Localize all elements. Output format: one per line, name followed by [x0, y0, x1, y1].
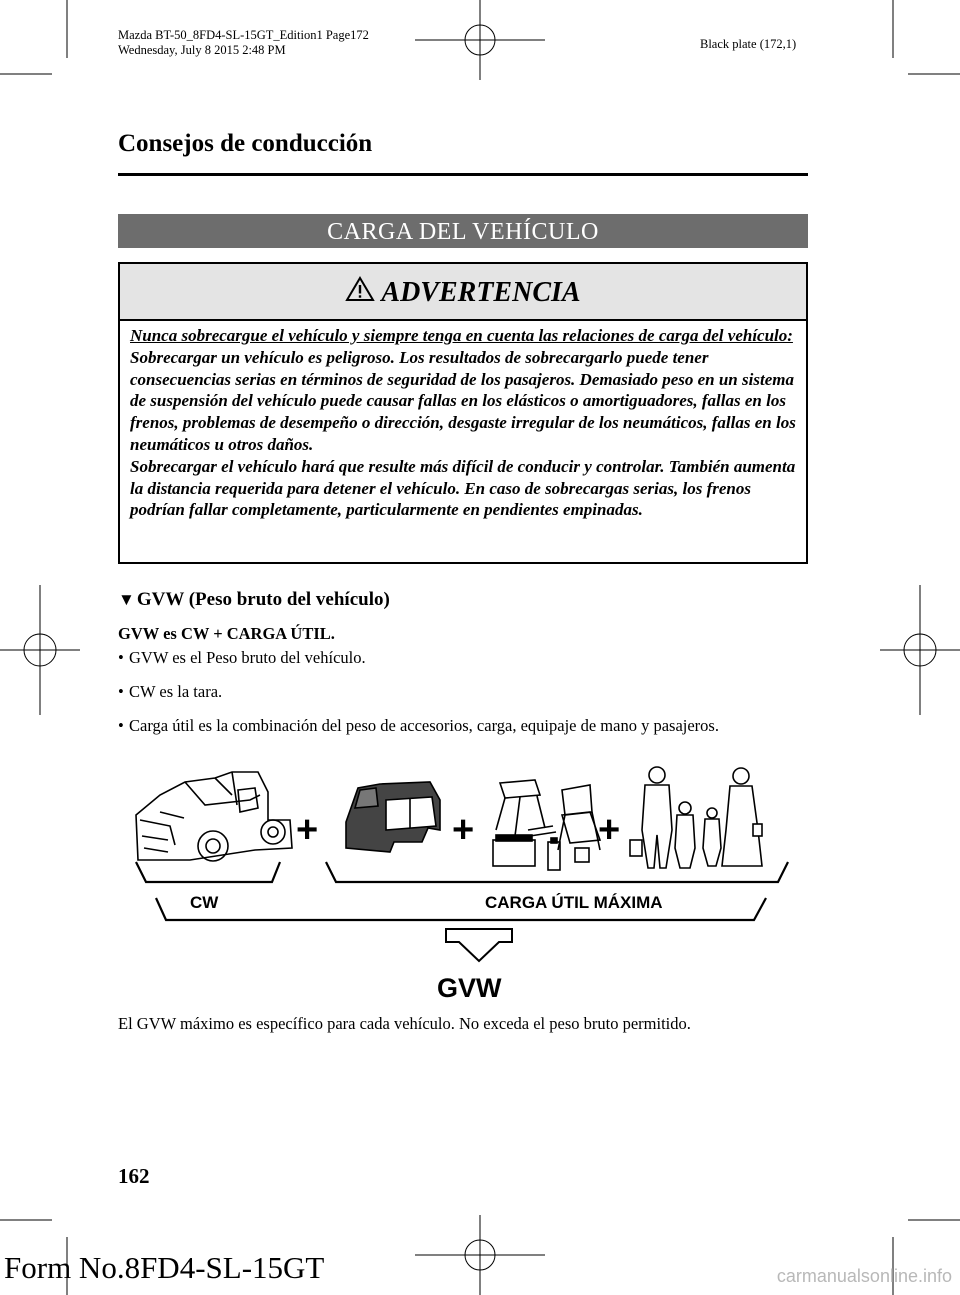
warning-title: ADVERTENCIA	[381, 277, 581, 308]
page-number: 162	[118, 1164, 150, 1188]
footer-text: El GVW máximo es específico para cada vehículo. No exceda el peso bruto permitido.	[118, 1014, 691, 1033]
chapter-banner: CARGA DEL VEHÍCULO	[118, 214, 808, 248]
print-meta-line2: Wednesday, July 8 2015 2:48 PM	[118, 43, 286, 57]
canopy-icon	[346, 782, 440, 852]
plus-icon: +	[598, 809, 621, 851]
cw-label: CW	[190, 893, 219, 912]
down-triangle-icon: ▼	[118, 590, 135, 609]
print-meta-line1: Mazda BT-50_8FD4-SL-15GT_Edition1 Page172	[118, 28, 369, 42]
form-number: Form No.8FD4-SL-15GT	[4, 1250, 325, 1285]
list-item-text: CW es la tara.	[129, 682, 223, 701]
gvw-heading-text: GVW (Peso bruto del vehículo)	[136, 589, 390, 610]
pickup-truck-icon	[136, 772, 292, 861]
payload-label: CARGA ÚTIL MÁXIMA	[485, 893, 663, 912]
weight-brackets	[136, 862, 788, 920]
gvw-label: GVW	[437, 973, 502, 1003]
plate-label: Black plate (172,1)	[700, 37, 797, 51]
down-arrow-icon	[446, 929, 512, 961]
warning-paragraph-1: Sobrecargar un vehículo es peligroso. Los resultados de sobrecargarlo puede tener consecuencias serias en términos de seguridad de los pasajeros. Demasiado peso en un sistema de suspensión del vehículo puede causar fallas en los elásticos o amortiguadores, fallas en los frenos, problemas de desempeño o dirección, desgaste irregular de los neumáticos, fallas en los neumáticos u otros daños.	[130, 347, 796, 454]
family-icon	[630, 767, 762, 868]
bullet-icon: •	[118, 682, 124, 701]
watermark: carmanualsonline.info	[776, 1266, 952, 1286]
list-item-text: GVW es el Peso bruto del vehículo.	[129, 648, 366, 667]
gvw-formula: GVW es CW + CARGA ÚTIL.	[118, 624, 335, 643]
warning-paragraph-2: Sobrecargar el vehículo hará que resulte más difícil de conducir y controlar. También aumenta la distancia requerida para detener el vehículo. En caso de sobrecargas serias, los frenos podrían fallar completamente, particularmente en pendientes empinadas.	[130, 456, 796, 520]
warning-lead: Nunca sobrecargue el vehículo y siempre tenga en cuenta las relaciones de carga del vehículo:	[130, 326, 793, 345]
plus-icon: +	[452, 809, 475, 851]
plus-icon: +	[296, 809, 319, 851]
camping-gear-icon	[493, 780, 600, 870]
bullet-icon: •	[118, 648, 124, 667]
list-item-text: Carga útil es la combinación del peso de accesorios, carga, equipaje de mano y pasajeros.	[129, 716, 719, 735]
bullet-icon: •	[118, 716, 124, 735]
section-title: Consejos de conducción	[118, 130, 373, 157]
